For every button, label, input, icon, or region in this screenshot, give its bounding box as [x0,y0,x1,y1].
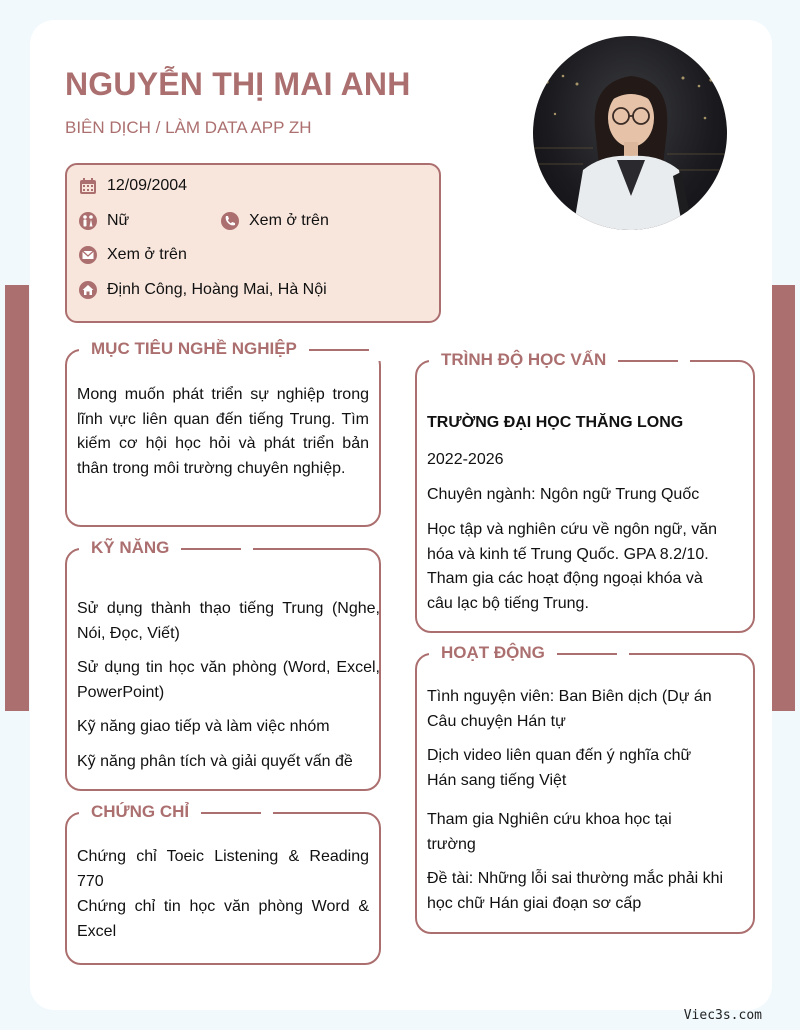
skills-heading: KỸ NĂNG [79,536,253,560]
contact-email [77,244,187,266]
avatar [533,36,727,230]
home-icon [77,279,99,301]
activities-heading: HOẠT ĐỘNG [429,641,629,665]
avatar-photo [533,36,727,230]
school-name: TRƯỜNG ĐẠI HỌC THĂNG LONG [427,414,684,431]
study-period: 2022-2026 [427,451,504,468]
certificate-item: Chứng chỉ tin học văn phòng Word & Excel [77,898,369,940]
education-description: Học tập và nghiên cứu về ngôn ngữ, văn hóa và kinh tế Trung Quốc. GPA 8.2/10. Tham gia các hoạt động ngoại khóa và câu lạc bộ tiếng Trung. [427,521,718,612]
skill-item: Sử dụng thành thạo tiếng Trung (Nghe, Nói, Đọc, Viết) [77,600,380,642]
gender-value: Nữ [107,212,130,229]
activity-item: Tình nguyện viên: Ban Biên dịch (Dự án Câu chuyện Hán tự [427,688,712,730]
left-accent-bar [5,285,29,711]
objective-text: Mong muốn phát triển sự nghiệp trong lĩnh vực liên quan đến tiếng Trung. Tìm kiếm cơ hội học hỏi và phát triển bản thân trong môi trường chuyên nghiệp. [77,386,369,477]
address-value: Định Công, Hoàng Mai, Hà Nội [107,281,327,298]
phone-icon [219,210,241,232]
certificate-item: Chứng chỉ Toeic Listening & Reading 770 [77,848,369,890]
contact-birthday [77,175,187,197]
activity-item: Đề tài: Những lỗi sai thường mắc phải khi học chữ Hán giai đoạn sơ cấp [427,870,724,912]
watermark: Viec3s.com [683,1008,762,1023]
contact-gender [77,210,129,232]
certificates-heading: CHỨNG CHỈ [79,800,273,824]
objective-heading: MỤC TIÊU NGHỀ NGHIỆP [79,337,381,361]
right-accent-bar [771,285,795,711]
email-value: Xem ở trên [107,246,187,263]
job-title: BIÊN DỊCH / LÀM DATA APP ZH [65,118,312,137]
skill-item: Sử dụng tin học văn phòng (Word, Excel, PowerPoint) [77,659,380,701]
candidate-name: NGUYỄN THỊ MAI ANH [65,66,411,102]
activity-item: Dịch video liên quan đến ý nghĩa chữ Hán sang tiếng Việt [427,747,692,789]
activity-item: Tham gia Nghiên cứu khoa học tại trường [427,811,672,853]
mail-icon [77,244,99,266]
contact-address [77,279,327,301]
skill-item: Kỹ năng phân tích và giải quyết vấn đề [77,753,353,770]
gender-icon [77,210,99,232]
education-heading: TRÌNH ĐỘ HỌC VẤN [429,348,690,372]
birthday-value: 12/09/2004 [107,177,188,194]
major: Chuyên ngành: Ngôn ngữ Trung Quốc [427,486,700,503]
contact-panel [65,163,441,323]
contact-phone [219,210,329,232]
phone-value: Xem ở trên [249,212,329,229]
skill-item: Kỹ năng giao tiếp và làm việc nhóm [77,718,330,735]
calendar-icon [77,175,99,197]
